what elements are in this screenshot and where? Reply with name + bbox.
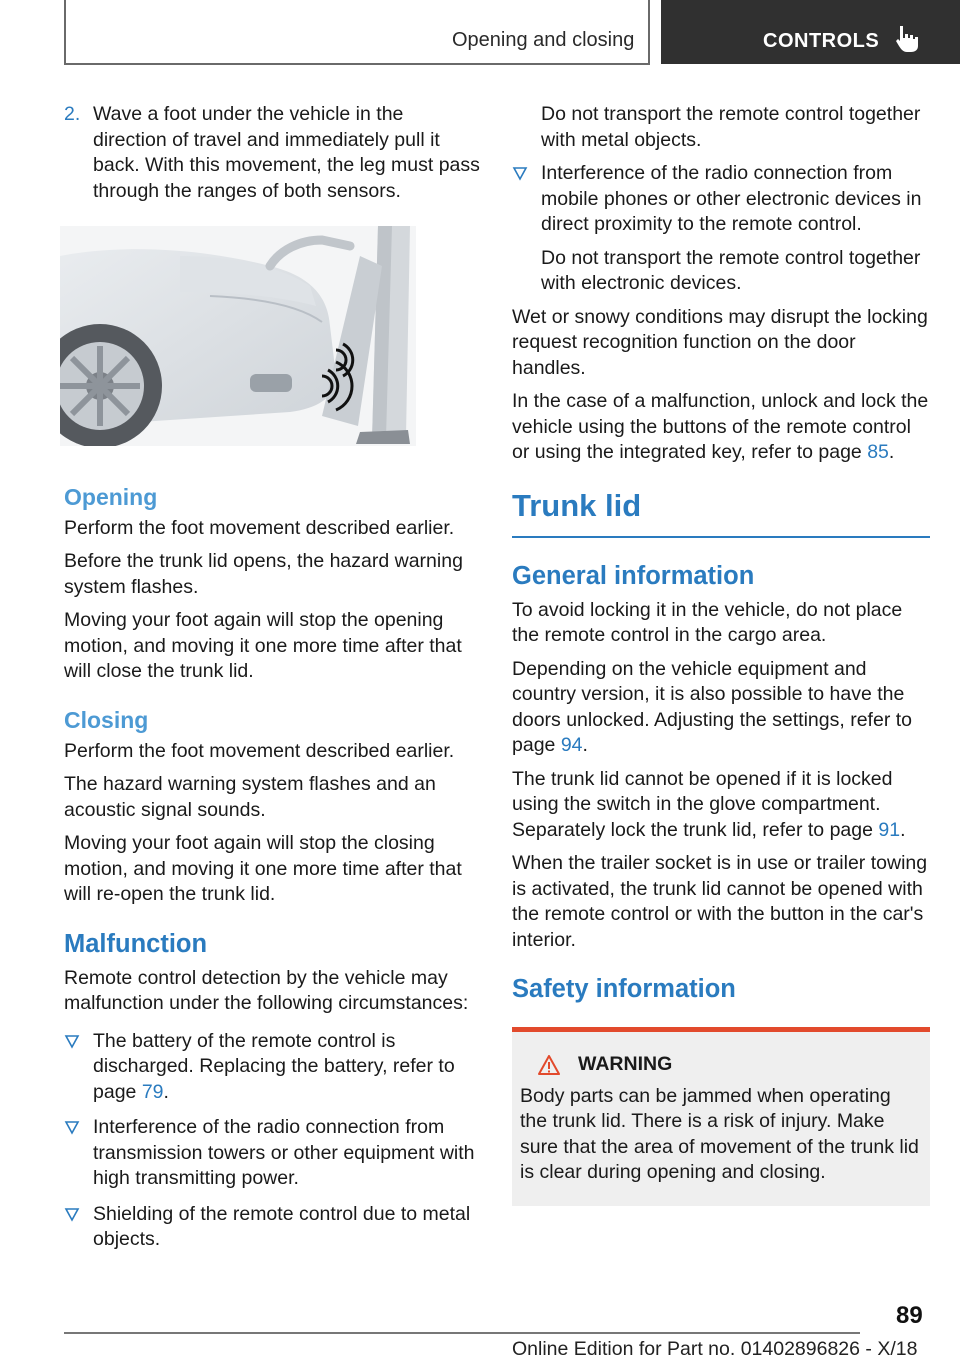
hand-pointer-icon — [895, 24, 921, 54]
malfunction-bullet-battery: The battery of the remote control is discharged. Replacing the battery, refer to page 79. — [64, 1029, 480, 1106]
triangle-bullet-icon — [64, 1033, 80, 1049]
heading-rule — [512, 536, 930, 538]
general-paragraph-2: Depending on the vehicle equipment and country version, it is also possible to have the doors unlocked. Adjusting the settings, refer to page 94. — [512, 657, 912, 756]
step-number: 2. — [64, 103, 81, 125]
page-link-85[interactable]: 85 — [867, 441, 889, 463]
malfunction-unlock-paragraph: In the case of a malfunction, unlock and lock the vehicle using the buttons of the remote control or using the integrated key, refer to page 85. — [512, 390, 929, 463]
malfunction-heading: Malfunction — [64, 929, 208, 958]
malfunction-bullet-mobile-phones — [512, 161, 930, 238]
mobile-phones-continuation: Do not transport the remote control together with electronic devices. — [541, 246, 921, 294]
page-number: 89 — [896, 1302, 923, 1329]
right-column — [512, 102, 930, 1206]
trunk-lid-heading: Trunk lid — [512, 487, 642, 523]
opening-paragraph-3: Moving your foot again will stop the opening motion, and moving it one more time after that will close the trunk lid. — [64, 609, 462, 682]
header-section-title: Opening and closing — [452, 29, 635, 51]
page-link-94[interactable]: 94 — [560, 734, 583, 756]
header-left-border — [64, 0, 66, 64]
header-divider — [648, 0, 650, 65]
general-paragraph-3: The trunk lid cannot be opened if it is locked using the switch in the glove compartment. Separately lock the trunk lid, refer to page 91. — [512, 767, 906, 841]
closing-paragraph-2: The hazard warning system flashes and an acoustic signal sounds. — [64, 773, 436, 821]
page-link-79[interactable]: 79 — [141, 1080, 164, 1103]
warning-triangle-icon — [538, 1055, 560, 1075]
malfunction-bullet-shielding — [64, 1202, 480, 1253]
bullet-text: Interference of the radio connection from mobile phones or other electronic devices in direct proximity to the remote control. — [541, 162, 922, 235]
left-column — [64, 102, 480, 1263]
bullet-text: Interference of the radio connection from transmission towers or other equipment with high transmitting power. — [93, 1116, 475, 1189]
closing-paragraph-3: Moving your foot again will stop the closing motion, and moving it one more time after that will re-open the trunk lid. — [64, 832, 462, 905]
paragraph-text: In the case of a malfunction, unlock and lock the vehicle using the buttons of the remote control or using the integrated key, refer to page — [512, 390, 929, 463]
footer-rule — [64, 1332, 860, 1334]
triangle-bullet-icon — [64, 1206, 80, 1222]
triangle-bullet-icon — [512, 165, 528, 181]
page-link-91[interactable]: 91 — [878, 818, 901, 841]
triangle-bullet-icon — [64, 1119, 80, 1135]
chapter-tab-label: CONTROLS — [763, 30, 880, 52]
paragraph-text: The trunk lid cannot be opened if it is locked using the switch in the glove compartment. Separately lock the trunk lid, refer to page — [512, 767, 893, 841]
header-bottom-border — [64, 63, 648, 65]
foot-gesture-illustration — [60, 226, 416, 446]
header-chapter-tab[interactable] — [661, 0, 960, 64]
closing-paragraph-1: Perform the foot movement described earlier. — [64, 739, 455, 762]
safety-information-heading: Safety information — [512, 975, 736, 1003]
warning-title-row — [538, 1052, 922, 1078]
closing-heading: Closing — [64, 706, 149, 733]
step-2 — [64, 102, 480, 204]
shielding-continuation: Do not transport the remote control together with metal objects. — [541, 103, 921, 151]
general-paragraph-4: When the trailer socket is in use or trailer towing is activated, the trunk lid cannot be opened with the remote control or with the button in the car's interior. — [512, 852, 928, 951]
general-paragraph-1: To avoid locking it in the vehicle, do not place the remote control in the cargo area. — [512, 598, 903, 646]
opening-paragraph-1: Perform the foot movement described earlier. — [64, 516, 455, 539]
opening-heading: Opening — [64, 483, 158, 510]
warning-text: Body parts can be jammed when operating the trunk lid. There is a risk of injury. Make sure that the area of movement of the trunk lid is clear during opening and closing. — [520, 1084, 919, 1183]
opening-paragraph-2: Before the trunk lid opens, the hazard warning system flashes. — [64, 550, 463, 598]
bullet-text: The battery of the remote control is discharged. Replacing the battery, refer to page — [93, 1029, 455, 1103]
wet-conditions-paragraph: Wet or snowy conditions may disrupt the locking request recognition function on the door handles. — [512, 305, 928, 379]
paragraph-text: Depending on the vehicle equipment and country version, it is also possible to have the doors unlocked. Adjusting the settings, refer to page — [512, 657, 912, 756]
step-text: Wave a foot under the vehicle in the direction of travel and immediately pull it back. With this movement, the leg must pass through the ranges of both sensors. — [93, 103, 480, 202]
footer-edition: Online Edition for Part no. 01402896826 - X/18 — [512, 1338, 918, 1360]
warning-box — [512, 1027, 930, 1206]
malfunction-bullet-radio-towers — [64, 1115, 480, 1192]
warning-title: WARNING — [578, 1053, 673, 1075]
malfunction-intro: Remote control detection by the vehicle may malfunction under the following circumstances: — [64, 966, 469, 1014]
bullet-text: Shielding of the remote control due to metal objects. — [93, 1202, 471, 1250]
general-information-heading: General information — [512, 561, 755, 590]
